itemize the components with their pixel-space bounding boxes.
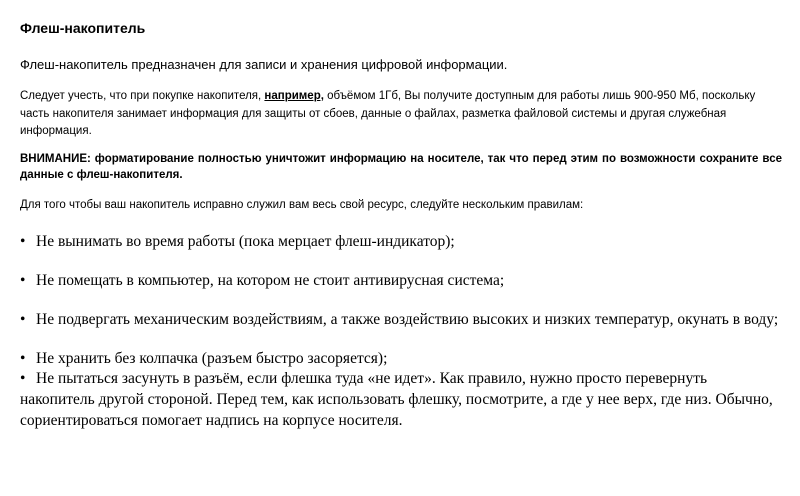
bullet-icon: • — [20, 350, 26, 367]
bullet-icon: • — [20, 272, 26, 289]
rules-intro-paragraph: Для того чтобы ваш накопитель исправно служил вам весь свой ресурс, следуйте нескольким правилам: — [20, 199, 584, 211]
note-text-before: Следует учесть, что при покупке накопителя, — [20, 90, 265, 102]
intro-paragraph: Флеш-накопитель предназначен для записи и хранения цифровой информации. — [20, 57, 508, 72]
rule-item — [20, 270, 780, 291]
rule-text: Не вынимать во время работы (пока мерцает флеш-индикатор); — [36, 233, 455, 250]
rule-item — [20, 309, 780, 330]
rule-item — [20, 231, 780, 252]
bullet-icon: • — [20, 370, 26, 387]
document-title: Флеш-накопитель — [20, 20, 146, 36]
rule-text-continuation: накопитель другой стороной. Перед тем, как использовать флешку, посмотрите, а где у нее верх, где низ. Обычно, сориентироваться помогает надпись на корпусе носителя. — [20, 391, 773, 429]
rule-text: Не хранить без колпачка (разъем быстро засоряется); — [36, 350, 388, 367]
bullet-icon: • — [20, 233, 26, 250]
rule-item — [20, 368, 780, 431]
rule-text: Не помещать в компьютер, на котором не стоит антивирусная система; — [36, 272, 505, 289]
note-text-after: объёмом 1Гб, Вы получите доступным для работы лишь 900-950 Мб, поскольку часть накопителя занимает информация для защиты от сбоев, данные о файлах, разметка файловой системы и другая служебная информация. — [20, 90, 756, 137]
note-emphasis: например, — [264, 90, 324, 102]
warning-paragraph: ВНИМАНИЕ: форматирование полностью уничтожит информацию на носителе, так что перед этим по возможности сохраните все данные с флеш-накопителя. — [20, 153, 782, 181]
rule-text: Не пытаться засунуть в разъём, если флешка туда «не идет». Как правило, нужно просто перевернуть — [36, 370, 708, 387]
rule-item — [20, 348, 780, 369]
note-paragraph — [20, 88, 782, 141]
rule-text: Не подвергать механическим воздействиям, а также воздействию высоких и низких температур, окунать в воду; — [36, 311, 779, 328]
bullet-icon: • — [20, 311, 26, 328]
